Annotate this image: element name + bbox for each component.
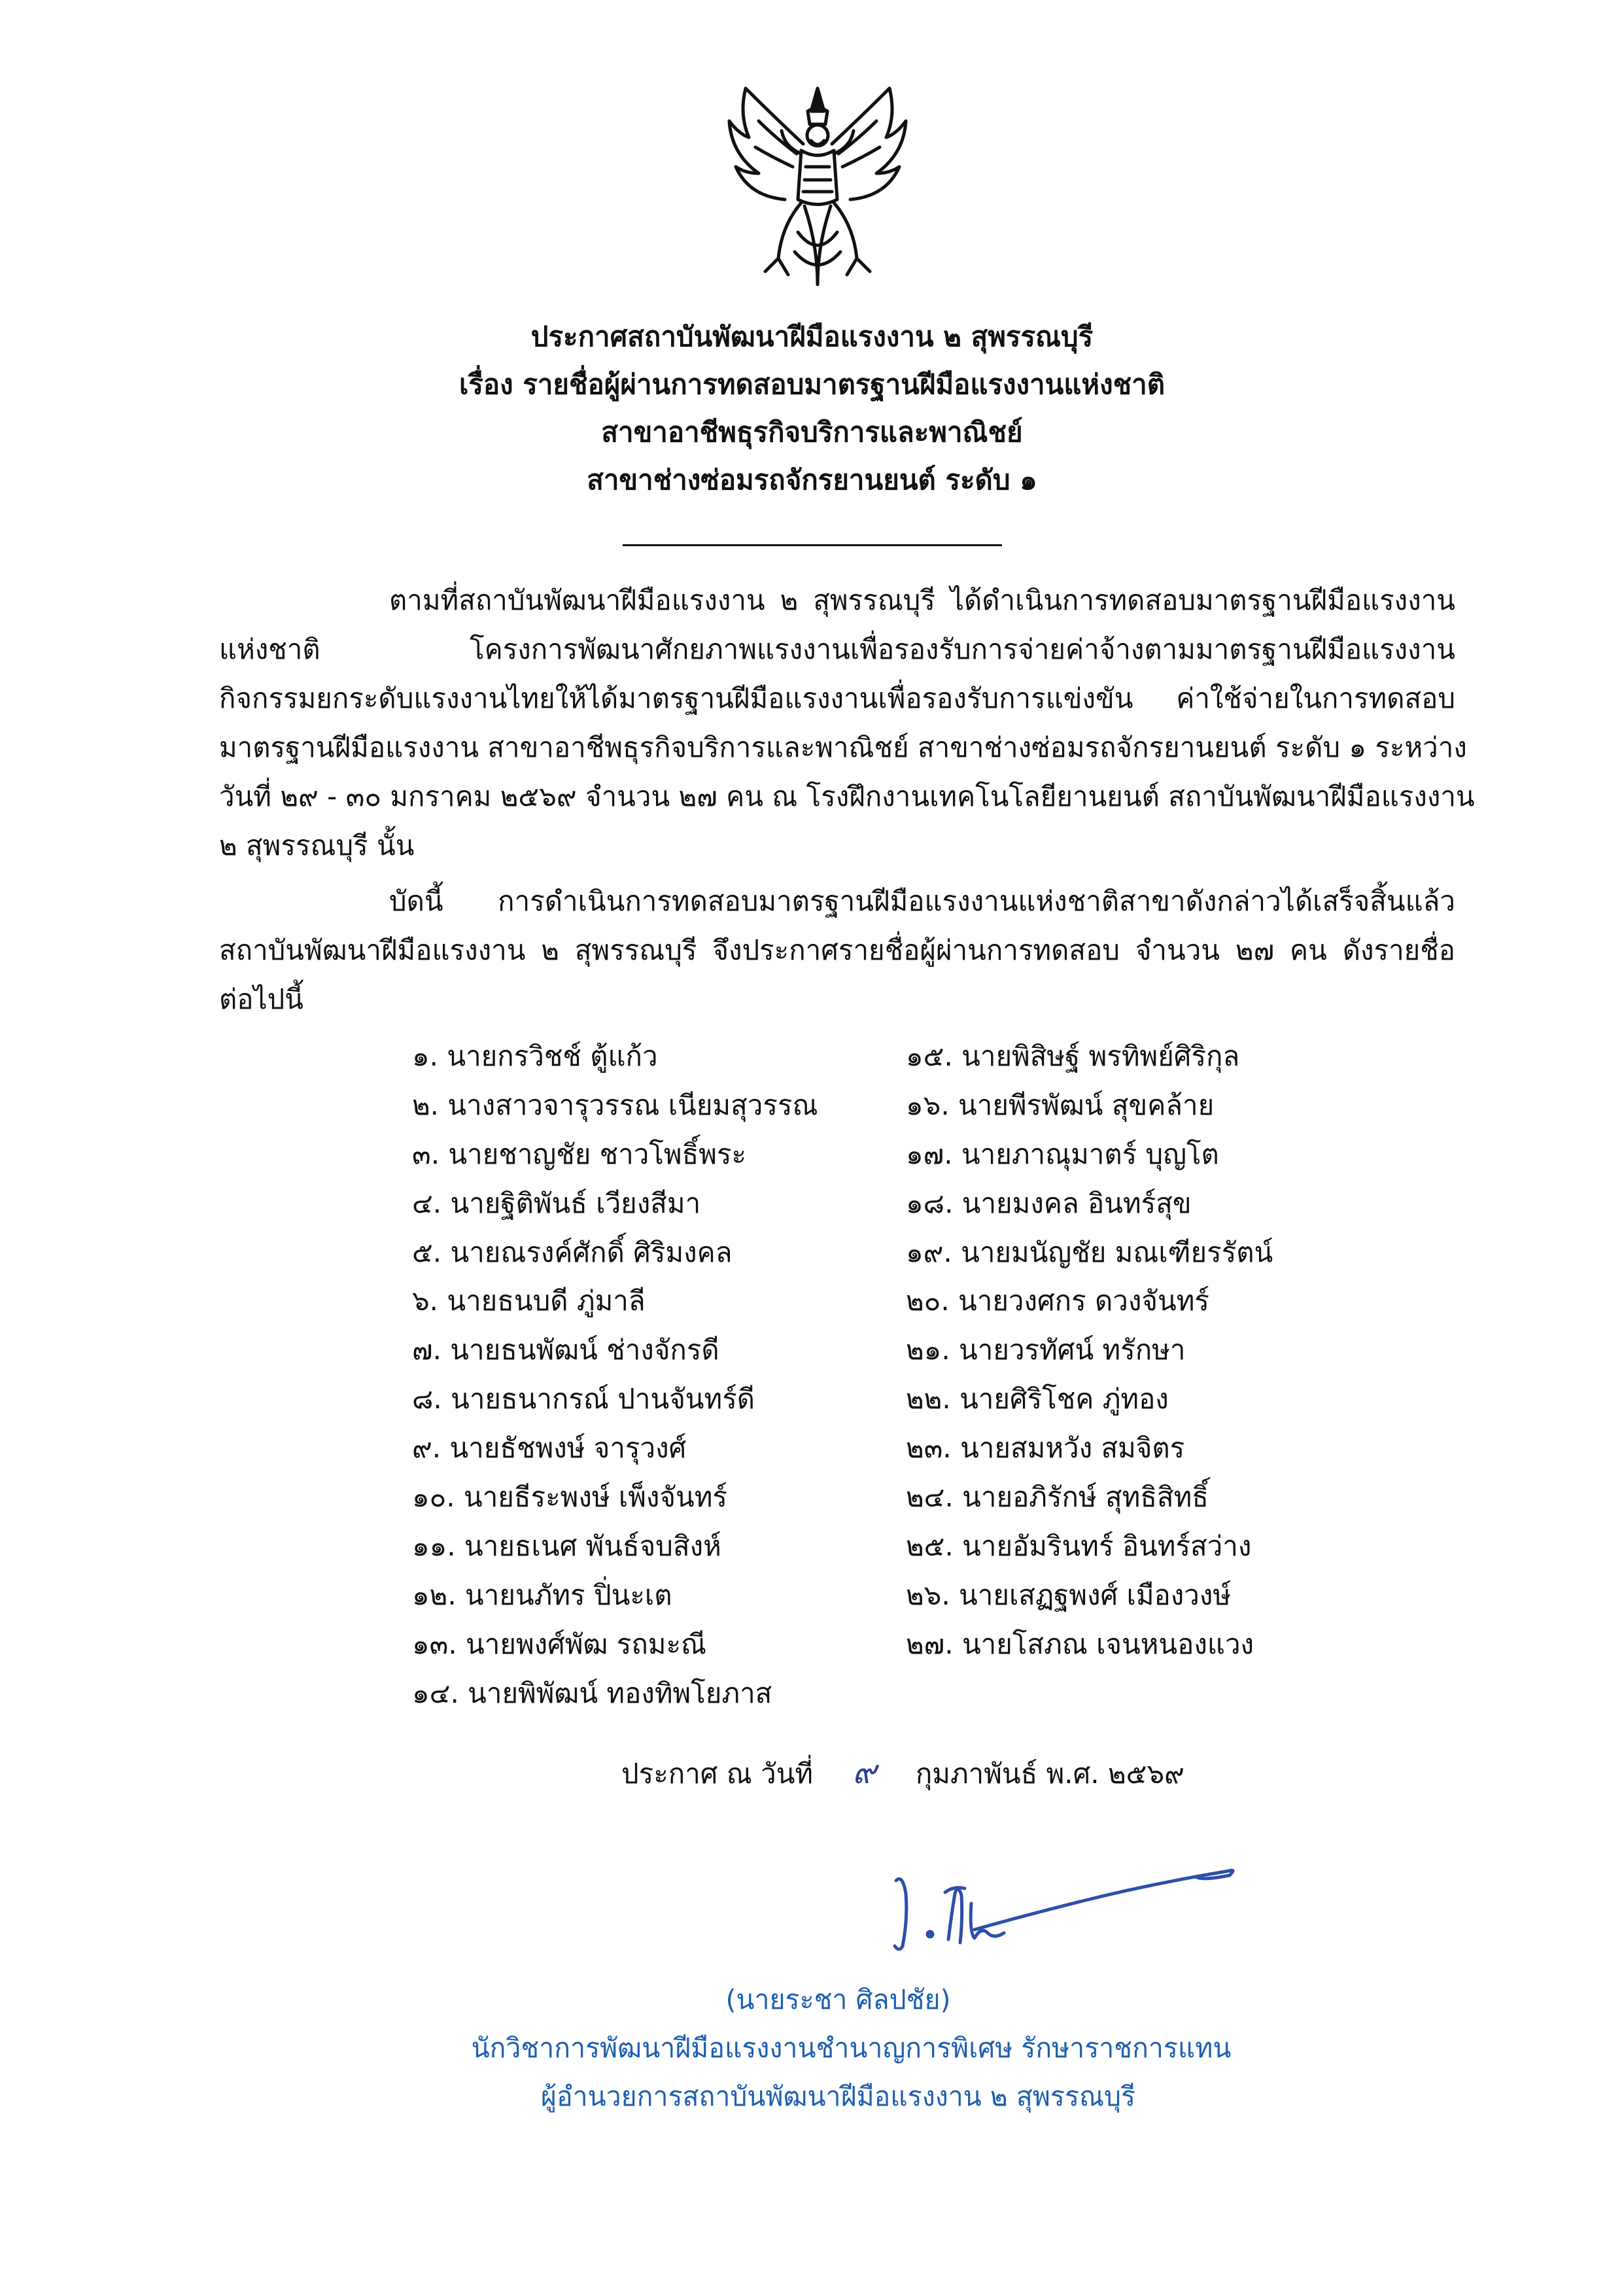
list-item: ๑๐. นายธีระพงษ์ เพ็งจันทร์ — [412, 1481, 727, 1514]
heading-occupation-branch: สาขาอาชีพธุรกิจบริการและพาณิชย์ — [601, 416, 1023, 448]
list-item: ๑๔. นายพิพัฒน์ ทองทิพโยภาส — [412, 1676, 772, 1709]
paragraph-line: มาตรฐานฝีมือแรงงาน สาขาอาชีพธุรกิจบริการและพาณิชย์ สาขาช่างซ่อมรถจักรยานยนต์ ระดับ ๑ ระหว่าง — [219, 731, 1467, 763]
list-item: ๖. นายธนบดี ภู่มาลี — [412, 1285, 646, 1317]
signer-position: นักวิชาการพัฒนาฝีมือแรงงานชำนาญการพิเศษ รักษาราชการแทน — [471, 2032, 1232, 2064]
paragraph-line: สถาบันพัฒนาฝีมือแรงงาน ๒ สุพรรณบุรี จึงประกาศรายชื่อผู้ผ่านการทดสอบ จำนวน ๒๗ คน ดังรายชื่อ — [219, 934, 1455, 966]
signature-mark — [890, 1854, 1243, 1966]
body-paragraph-1 — [219, 576, 1475, 870]
list-item: ๘. นายธนากรณ์ ปานจันทร์ดี — [412, 1383, 755, 1415]
list-item: ๒๒. นายศิริโชค ภู่ทอง — [906, 1383, 1169, 1415]
heading-subject: เรื่อง รายชื่อผู้ผ่านการทดสอบมาตรฐานฝีมือแรงงานแห่งชาติ — [459, 368, 1165, 400]
list-item: ๒๑. นายวรทัศน์ ทรักษา — [906, 1334, 1186, 1366]
list-item: ๓. นายชาญชัย ชาวโพธิ์พระ — [412, 1137, 747, 1170]
paragraph-line: ต่อไปนี้ — [219, 983, 303, 1015]
announcement-heading — [0, 313, 1624, 504]
list-item: ๒๗. นายโสภณ เจนหนองแวง — [906, 1627, 1254, 1660]
date-month-year: กุมภาพันธ์ พ.ศ. ๒๕๖๙ — [915, 1758, 1184, 1790]
announcement-date — [621, 1748, 1184, 1798]
body-paragraph-2 — [219, 877, 1455, 1024]
paragraph-line: บัดนี้ การดำเนินการทดสอบมาตรฐานฝีมือแรงงานแห่งชาติสาขาดังกล่าวได้เสร็จสิ้นแล้ว — [389, 885, 1455, 917]
list-item: ๑๒. นายนภัทร ปิ่นะเต — [412, 1578, 672, 1611]
paragraph-line: กิจกรรมยกระดับแรงงานไทยให้ได้มาตรฐานฝีมือแรงงานเพื่อรองรับการแข่งขัน ค่าใช้จ่ายในการทดสอบ — [219, 682, 1455, 714]
list-item: ๑๙. นายมนัญชัย มณเฑียรรัตน์ — [906, 1236, 1273, 1268]
list-item: ๙. นายธัชพงษ์ จารุวงศ์ — [412, 1432, 687, 1465]
passed-names-list-left — [412, 1032, 818, 1718]
list-item: ๕. นายณรงค์ศักดิ์ ศิริมงคล — [412, 1236, 733, 1268]
signer-name: (นายระชา ศิลปชัย) — [725, 1984, 951, 2015]
list-item: ๑๘. นายมงคล อินทร์สุข — [906, 1187, 1192, 1219]
list-item: ๑๖. นายพีรพัฒน์ สุขคล้าย — [906, 1088, 1215, 1121]
list-item: ๑๕. นายพิสิษฐ์ พรทิพย์ศิริกุล — [906, 1040, 1240, 1072]
list-item: ๑๗. นายภาณุมาตร์ บุญโต — [906, 1137, 1219, 1170]
list-item: ๔. นายฐิติพันธ์ เวียงสีมา — [412, 1187, 701, 1219]
paragraph-line: วันที่ ๒๙ - ๓๐ มกราคม ๒๕๖๙ จำนวน ๒๗ คน ณ โรงฝึกงานเทคโนโลยียานยนต์ สถาบันพัฒนาฝีมือแรงงาน — [219, 780, 1475, 812]
list-item: ๒๕. นายอัมรินทร์ อินทร์สว่าง — [906, 1529, 1252, 1562]
date-prefix: ประกาศ ณ วันที่ — [621, 1758, 814, 1790]
heading-title: ประกาศสถาบันพัฒนาฝีมือแรงงาน ๒ สุพรรณบุรี — [530, 321, 1094, 353]
paragraph-line: ตามที่สถาบันพัฒนาฝีมือแรงงาน ๒ สุพรรณบุรี ได้ดำเนินการทดสอบมาตรฐานฝีมือแรงงาน — [389, 584, 1455, 616]
list-item: ๒๓. นายสมหวัง สมจิตร — [906, 1432, 1185, 1465]
date-day-handwritten: ๙ — [852, 1753, 876, 1791]
list-item: ๑๑. นายธเนศ พันธ์จบสิงห์ — [412, 1529, 721, 1562]
signer-acting-position: ผู้อำนวยการสถาบันพัฒนาฝีมือแรงงาน ๒ สุพรรณบุรี — [540, 2081, 1136, 2112]
list-item: ๒. นางสาวจารุวรรณ เนียมสุวรรณ — [412, 1088, 818, 1121]
passed-names-list-right — [906, 1032, 1273, 1669]
list-item: ๒๐. นายวงศกร ดวงจันทร์ — [906, 1285, 1209, 1317]
paragraph-line: ๒ สุพรรณบุรี นั้น — [219, 829, 415, 861]
garuda-emblem-icon — [719, 75, 916, 298]
list-item: ๒๖. นายเสฏฐพงศ์ เมืองวงษ์ — [906, 1578, 1232, 1611]
list-item: ๗. นายธนพัฒน์ ช่างจักรดี — [412, 1334, 719, 1366]
heading-divider — [623, 544, 1002, 546]
list-item: ๑๓. นายพงศ์พัฒ รถมะณี — [412, 1627, 707, 1660]
heading-trade-level: สาขาช่างซ่อมรถจักรยานยนต์ ระดับ ๑ — [587, 464, 1037, 496]
list-item: ๒๔. นายอภิรักษ์ สุทธิสิทธิ์ — [906, 1481, 1209, 1514]
paragraph-line: แห่งชาติ โครงการพัฒนาศักยภาพแรงงานเพื่อรองรับการจ่ายค่าจ้างตามมาตรฐานฝีมือแรงงาน — [219, 633, 1455, 665]
list-item: ๑. นายกรวิชช์ ตู้แก้ว — [412, 1040, 658, 1072]
